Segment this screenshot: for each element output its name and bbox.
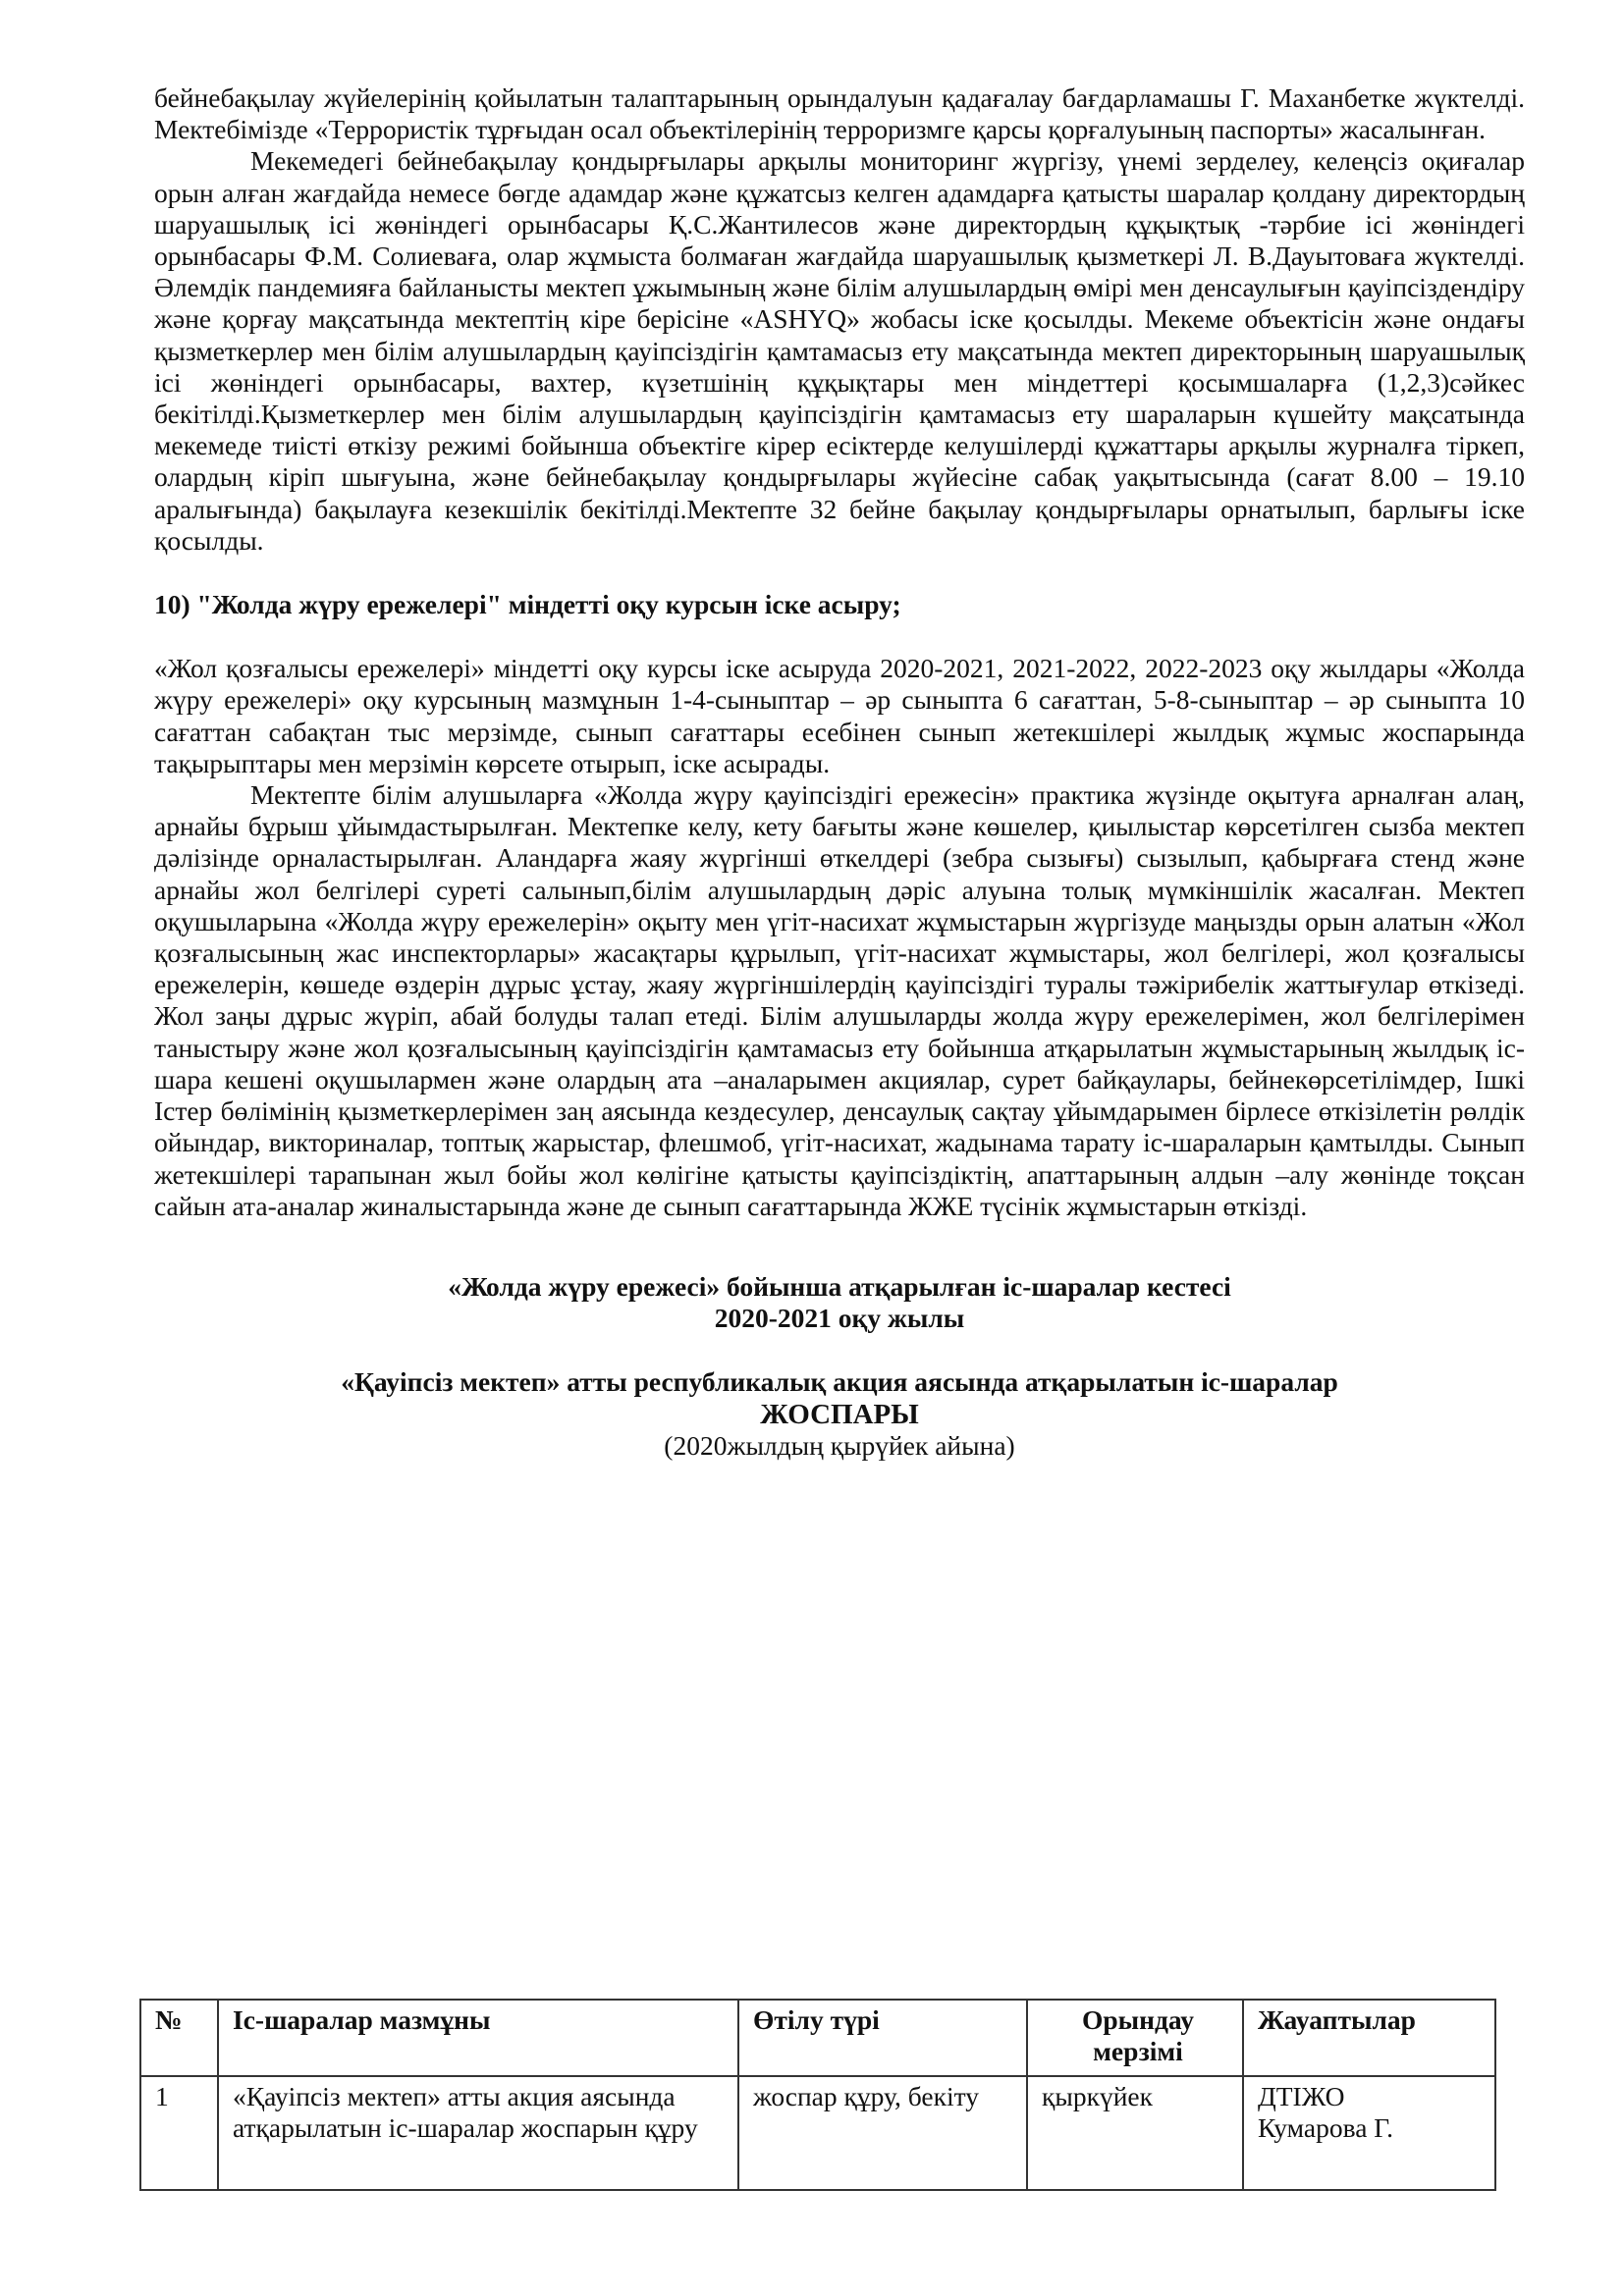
table-title-line-1: «Жолда жүру ережесі» бойынша атқарылған іс-шаралар кестесі [448, 1270, 1231, 1302]
section-paragraph-2: Мектепте білім алушыларға «Жолда жүру қауіпсіздігі ережесін» практика жүзінде оқытуға арналған алаң, арнайы бұрыш ұйымдастырылған. Мектепке келу, кету бағыты және көшелер, қиылыстар көрсетілген сызба мектеп дәлізінде орналастырылған. Аландарға жаяу жүргінші өткелдері (зебра сызығы) сызылып, қабырғаға стенд және арнайы жол белгілері суреті салынып,білім алушылардың дәріс алуына толық мүмкіншілік жасалған. Мектеп оқушыларына «Жолда жүру ережелерін» оқыту мен үгіт-насихат жұмыстарын жүргізуде маңызды орын алатын «Жол қозғалысының жас инспекторлары» жасақтары құрылып, үгіт-насихат жұмыстары, жол белгілері, жол қозғалысы ережелерін, көшеде өздерін дұрыс ұстау, жаяу жүргіншілердің қауіпсіздігі туралы тәжірибелік жаттығулар өткізеді. Жол заңы дұрыс жүріп, абай болуды талап етеді. Білім алушыларды жолда жүру ережелерімен, жол белгілерімен таныстыру және жол қозғалысының қауіпсіздігін қамтамасыз ету бойынша атқарылатын жұмыстарының жылдық іс-шара кешені оқушылармен және олардың ата –аналарымен акциялар, сурет байқаулары, бейнекөрсетілімдер, Ішкі Істер бөлімінің қызметкерлерімен заң аясында кездесулер, денсаулық сақтау ұйымдарымен бірлесе өткізілетін рөлдік ойындар, викториналар, топтық жарыстар, флешмоб, үгіт-насихат, жадынама тарату іс-шараларын қамтылды. Сынып жетекшілері тарапынан жыл бойы жол көлігіне қатысты қауіпсіздіктің, апаттарының алдын –алу жөнінде тоқсан сайын ата-аналар жиналыстарында және де сынып сағаттарында ЖЖЕ түсінік жұмыстарын өткізді. [154, 779, 1525, 1221]
table-title-line-2: 2020-2021 оқу жылы [714, 1303, 965, 1334]
header-no: № [140, 2000, 218, 2076]
table-title [154, 1271, 1525, 1334]
plan-table [139, 1999, 1496, 2191]
cell-content: «Қауіпсіз мектеп» атты акция аясында атқарылатын іс-шаралар жоспарын құру [218, 2076, 738, 2190]
cell-responsible-line-1: ДТІЖО [1258, 2081, 1345, 2111]
intro-paragraph-2: Мекемедегі бейнебақылау қондырғылары арқылы мониторинг жүргізу, үнемі зерделеу, келеңсіз оқиғалар орын алған жағдайда немесе бөгде адамдар және құжатсыз келген адамдарға қатысты шаралар қолдану директордың шаруашылық ісі жөніндегі орынбасары Қ.С.Жантилесов және директордың құқықтық -тәрбие ісі жөніндегі орынбасары Ф.М. Солиеваға, олар жұмыста болмаған жағдайда шаруашылық қызметкері Л. В.Дауытоваға жүктелді. Әлемдік пандемияға байланысты мектеп ұжымының және білім алушылардың өмірі мен денсаулығын қауіпсіздендіру және қорғау мақсатында мектептің кіре берісіне «ASHYQ» жобасы іске қосылды. Мекеме объектісін және ондағы қызметкерлер мен білім алушылардың қауіпсіздігін қамтамасыз ету мақсатында мектеп директорының шаруашылық ісі жөніндегі орынбасары, вахтер, күзетшінің құқықтары мен міндеттері қосымшаларға (1,2,3)сәйкес бекітілді.Қызметкерлер мен білім алушылардың қауіпсіздігін қамтамасыз ету шараларын күшейту мақсатында мекемеде тиісті өткізу режимі бойынша объектіге кірер есіктерде келушілерді құжаттары арқылы журналға тіркеп, олардың кіріп шығуына, және бейнебақылау қондырғылары жүйесіне сабақ уақытысында (сағат 8.00 – 19.10 аралығында) бақылауға кезекшілік бекітілді.Мектепте 32 бейне бақылау қондырғылары орнатылып, барлығы іске қосылды. [154, 145, 1525, 556]
header-content: Іс-шаралар мазмұны [218, 2000, 738, 2076]
cell-responsible-line-2: Кумарова Г. [1258, 2112, 1393, 2144]
header-form: Өтілу түрі [738, 2000, 1027, 2076]
intro-paragraph-1: бейнебақылау жүйелерінің қойылатын талаптарының орындалуын қадағалау бағдарламашы Г. Маханбетке жүктелді. Мектебімізде «Террористік тұрғыдан осал объектілерінің терроризмге қарсы қорғалуының паспорты» жасалынған. [154, 82, 1525, 145]
table-header-row [140, 2000, 1495, 2076]
header-responsible: Жауаптылар [1243, 2000, 1495, 2076]
cell-responsible [1243, 2076, 1495, 2190]
section-heading: 10) "Жолда жүру ережелері" міндетті оқу курсын іске асыру; [154, 589, 901, 620]
cell-form: жоспар құру, бекіту [738, 2076, 1027, 2190]
plan-title-line-2: ЖОСПАРЫ [760, 1398, 919, 1430]
plan-subtitle: (2020жылдың қырүйек айына) [664, 1429, 1015, 1461]
section-paragraph-1: «Жол қозғалысы ережелері» міндетті оқу курсы іске асыруда 2020-2021, 2021-2022, 2022-2023 оқу жылдары «Жолда жүру ережелері» оқу курсының мазмұнын 1-4-сыныптар – әр сыныпта 6 сағаттан, 5-8-сыныптар – әр сыныпта 10 сағаттан сабақтан тыс мерзімде, сынып сағаттары есебінен сынып жетекшілері жылдық жұмыс жоспарында тақырыптары мен мерзімін көрсете отырып, іске асырады. [154, 653, 1525, 778]
document-page [154, 82, 1525, 1462]
header-date-line-2: мерзімі [1093, 2036, 1183, 2067]
header-date [1027, 2000, 1243, 2076]
cell-date: қыркүйек [1027, 2076, 1243, 2190]
header-date-line-1: Орындау [1081, 2004, 1194, 2035]
cell-no: 1 [140, 2076, 218, 2190]
table-row [140, 2076, 1495, 2190]
plan-title [154, 1366, 1525, 1462]
plan-title-line-1: «Қауіпсіз мектеп» атты республикалық акция аясында атқарылатын іс-шаралар [341, 1366, 1338, 1398]
